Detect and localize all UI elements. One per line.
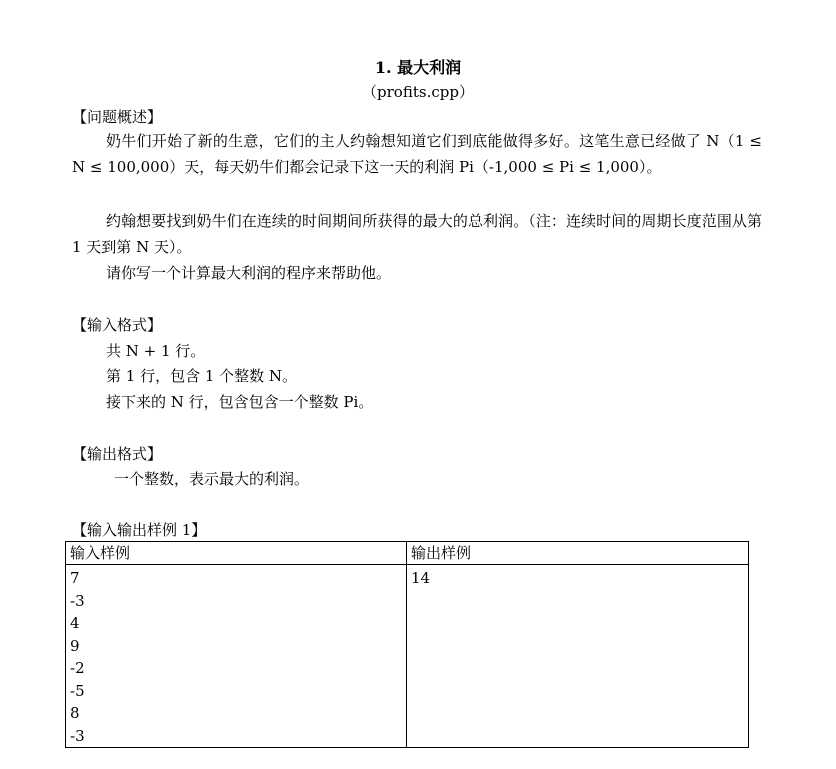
- input-format-line-2: 第 1 行，包含 1 个整数 N。: [106, 367, 298, 385]
- sample-table-header-row: [66, 542, 749, 565]
- description-paragraph-1: 奶牛们开始了新的生意，它们的主人约翰想知道它们到底能做得多好。这笔生意已经做了 N（1 ≤ N ≤ 100,000）天，每天奶牛们都会记录下这一天的利润 Pi（-1,000 ≤ Pi ≤ 1,000）。: [72, 132, 762, 176]
- sample-input-value: -3: [70, 591, 85, 610]
- input-format-line-1: 共 N + 1 行。: [106, 342, 206, 360]
- sample-input-value: 7: [70, 569, 80, 587]
- sample-io-table: [65, 541, 749, 748]
- sample-input-value: 9: [70, 636, 80, 655]
- sample-input-value: -2: [70, 659, 85, 677]
- sample-table-body-row: [66, 565, 749, 748]
- sample-input-value: -5: [70, 681, 85, 700]
- sample-input-header: 输入样例: [66, 542, 407, 565]
- problem-filename: （profits.cpp）: [362, 83, 474, 101]
- problem-title: 1. 最大利润: [374, 58, 462, 77]
- output-format-heading: 【输出格式】: [72, 445, 163, 463]
- description-paragraph-2: 约翰想要找到奶牛们在连续的时间期间所获得的最大的总利润。（注：连续时间的周期长度范围从第 1 天到第 N 天）。: [72, 212, 762, 256]
- sample-output-header: 输出样例: [407, 542, 749, 565]
- sample-output-value: 14: [411, 569, 431, 587]
- description-paragraph-3: 请你写一个计算最大利润的程序来帮助他。: [106, 264, 392, 282]
- sample-heading: 【输入输出样例 1】: [72, 521, 207, 539]
- output-format-line-1: 一个整数，表示最大的利润。: [114, 470, 310, 488]
- input-format-line-3: 接下来的 N 行，包含包含一个整数 Pi。: [106, 393, 374, 411]
- input-format-heading: 【输入格式】: [72, 316, 163, 334]
- sample-output-cell: [407, 565, 749, 748]
- sample-input-cell: [66, 565, 407, 748]
- sample-input-value: 4: [70, 614, 80, 632]
- sample-input-value: -3: [70, 726, 85, 745]
- sample-input-value: 8: [70, 704, 80, 722]
- description-heading: 【问题概述】: [72, 108, 163, 126]
